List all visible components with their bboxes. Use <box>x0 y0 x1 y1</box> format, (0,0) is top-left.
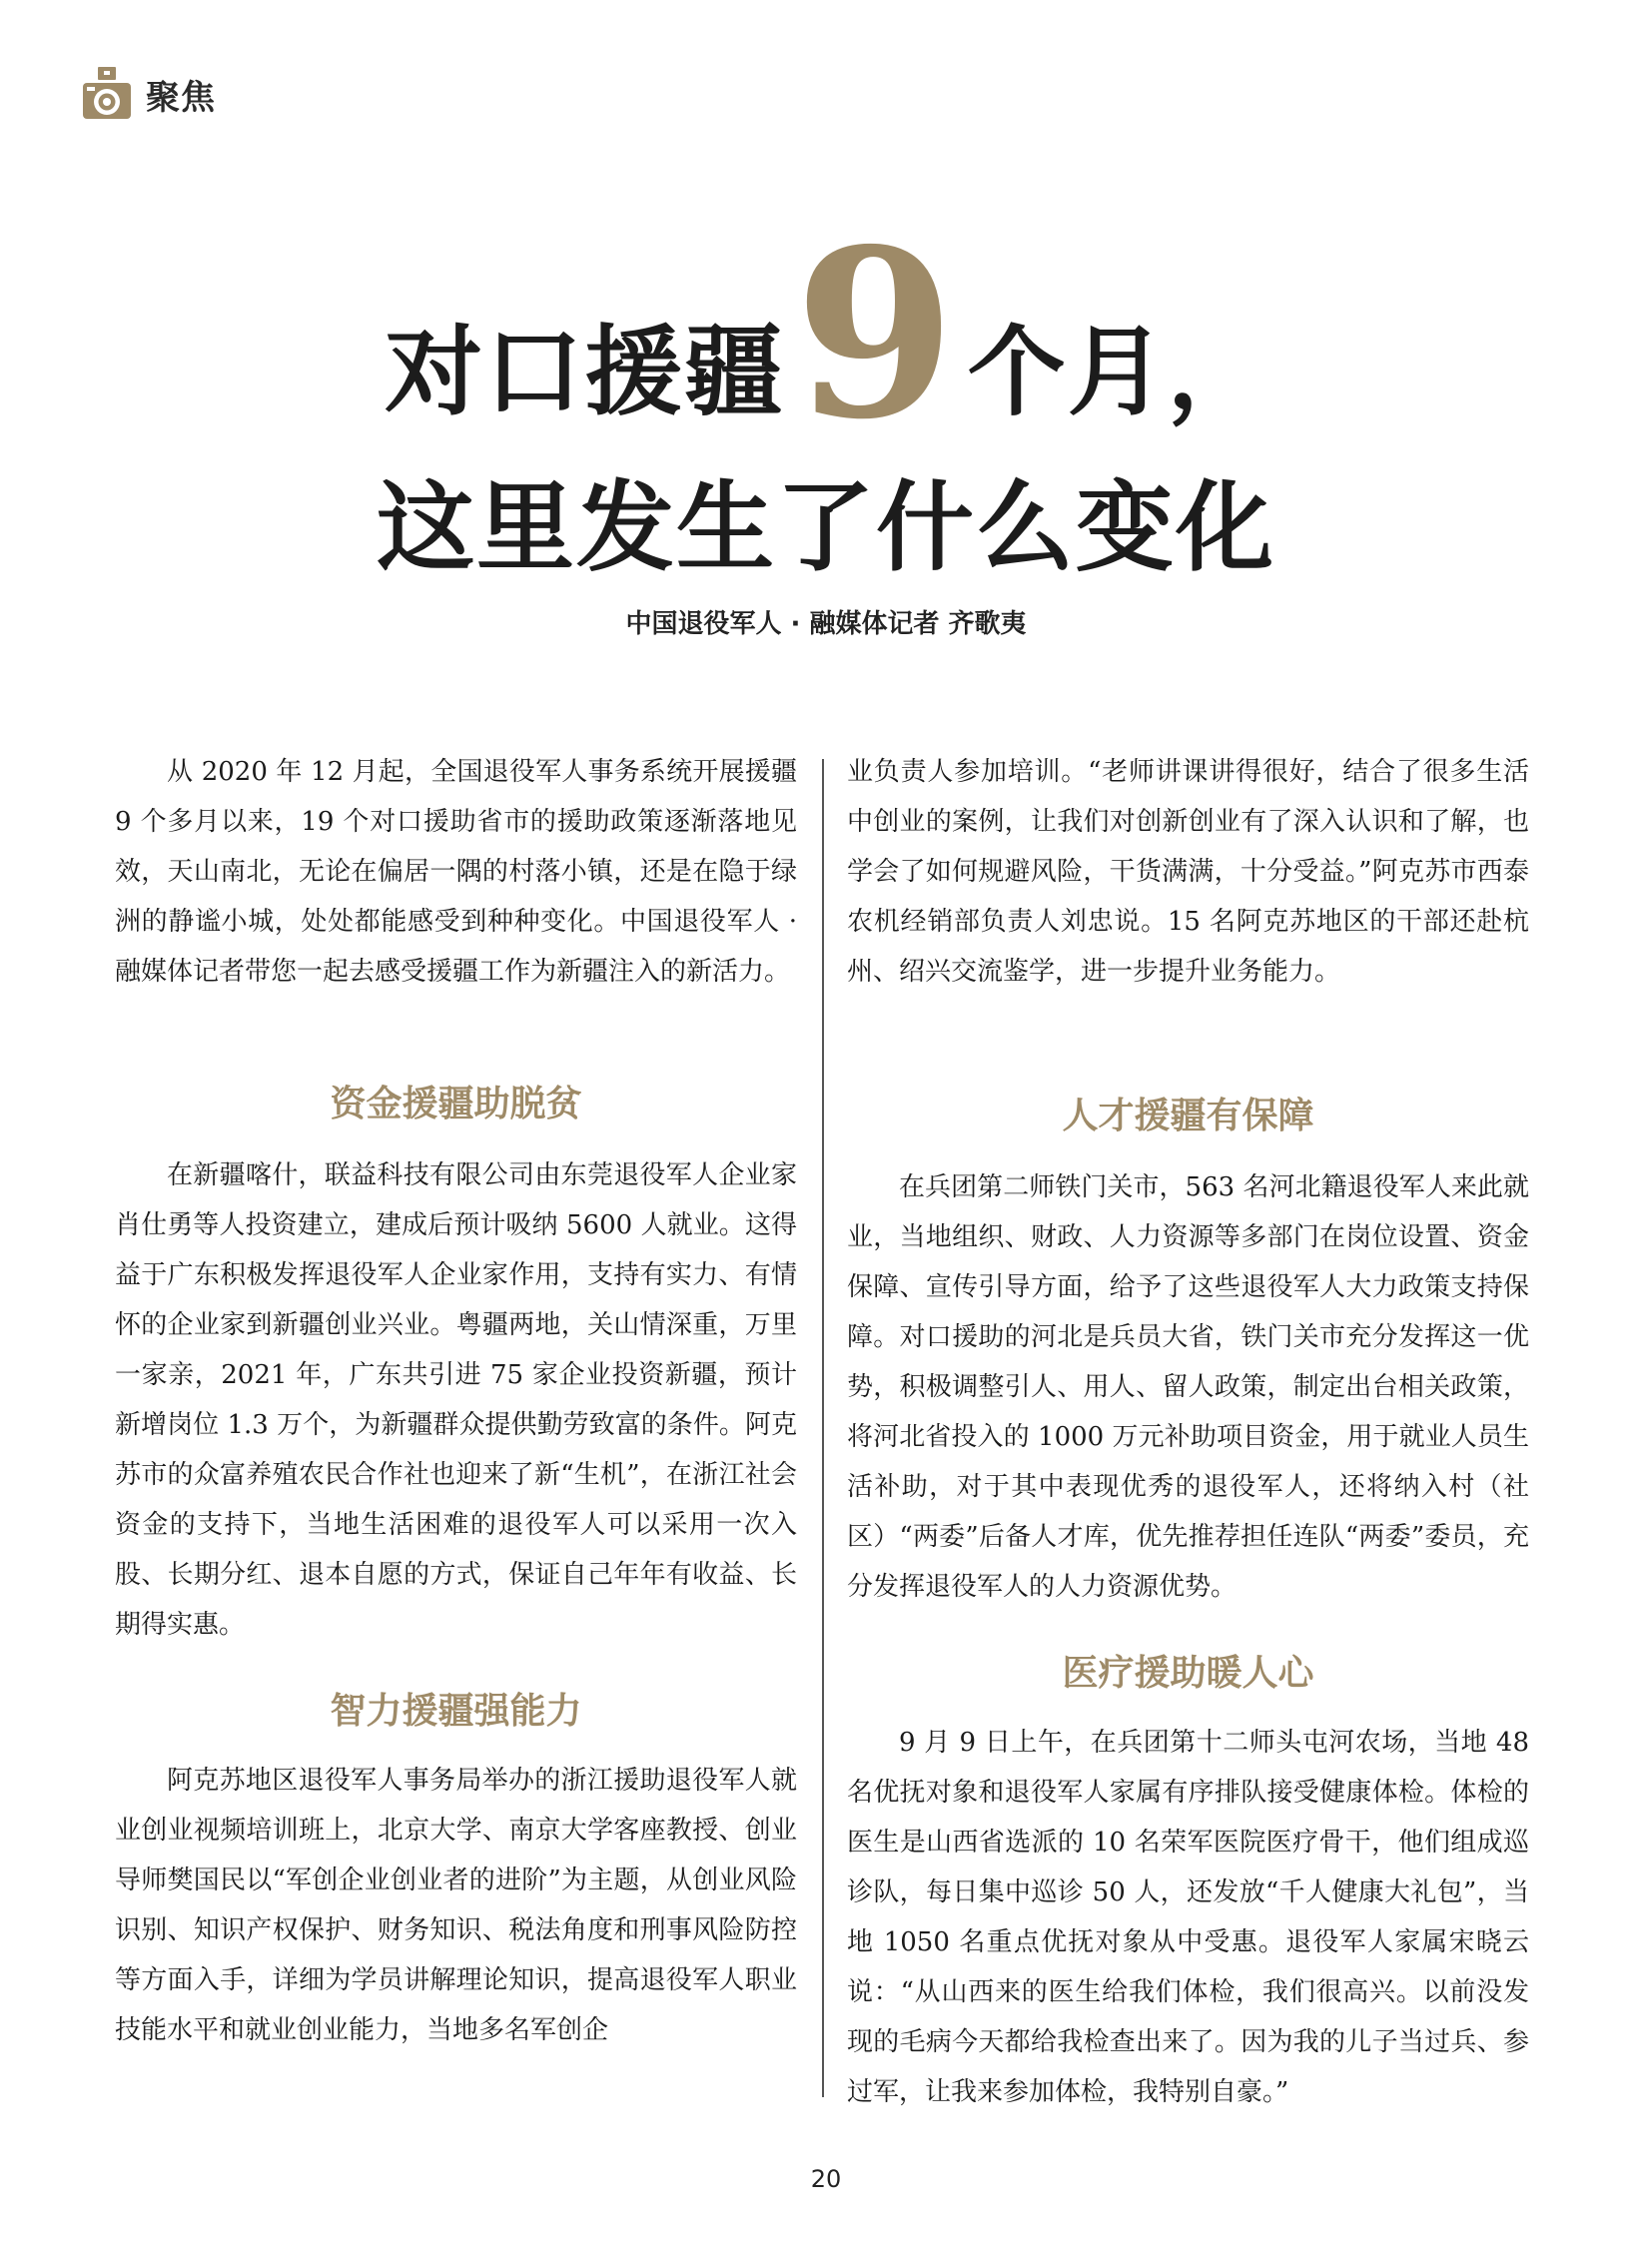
section-label: 聚焦 <box>146 77 216 118</box>
column-divider <box>822 759 824 2097</box>
intellect-paragraph: 阿克苏地区退役军人事务局举办的浙江援助退役军人就业创业视频培训班上，北京大学、南京大学客座教授、创业导师樊国民以“军创企业创业者的进阶”为主题，从创业风险识别、知识产权保护、财务知识、税法角度和刑事风险防控等方面入手，详细为学员讲解理论知识，提高退役军人职业技能水平和就业创业能力，当地多名军创企 <box>115 1766 797 2045</box>
camera-icon <box>82 65 132 123</box>
title-part2: 个月， <box>967 316 1267 429</box>
intro-paragraph: 从 2020 年 12 月起，全国退役军人事务系统开展援疆 9 个多月以来，19 个对口援助省市的援助政策逐渐落地见效，天山南北，无论在偏居一隅的村落小镇，还是在隐于绿洲的静谧小城，处处都能感受到种种变化。中国退役军人 · 融媒体记者带您一起去感受援疆工作为新疆注入的新活力。 <box>115 757 797 987</box>
section-tag <box>82 64 216 124</box>
title-part1: 对口援疆 <box>385 316 785 429</box>
byline: 中国退役军人 · 融媒体记者 齐歌夷 <box>625 609 1027 639</box>
section-heading-medical: 医疗援助暖人心 <box>1062 1653 1314 1694</box>
right-column <box>847 747 1529 2117</box>
medical-paragraph: 9 月 9 日上午，在兵团第十二师头屯河农场，当地 48 名优抚对象和退役军人家属有序排队接受健康体检。体检的医生是山西省选派的 10 名荣军医院医疗骨干，他们组成巡诊队，每日集中巡诊 50 人，还发放“千人健康大礼包”，当地 1050 名重点优抚对象从中受惠。退役军人家属宋晓云说：“从山西来的医生给我们体检，我们很高兴。以前没发现的毛病今天都给我检查出来了。因为我的儿子当过兵、参过军，让我来参加体检，我特别自豪。” <box>847 1728 1529 2107</box>
article-title-line2: 这里发生了什么变化 <box>376 471 1275 585</box>
section-heading-intellect: 智力援疆强能力 <box>330 1691 582 1732</box>
page-number: 20 <box>810 2165 842 2193</box>
talent-paragraph: 在兵团第二师铁门关市，563 名河北籍退役军人来此就业，当地组织、财政、人力资源等多部门在岗位设置、资金保障、宣传引导方面，给予了这些退役军人大力政策支持保障。对口援助的河北是兵员大省，铁门关市充分发挥这一优势，积极调整引人、用人、留人政策，制定出台相关政策，将河北省投入的 1000 万元补助项目资金，用于就业人员生活补助，对于其中表现优秀的退役军人，还将纳入村（社区）“两委”后备人才库，优先推荐担任连队“两委”委员，充分发挥退役军人的人力资源优势。 <box>847 1172 1529 1602</box>
funding-paragraph: 在新疆喀什，联益科技有限公司由东莞退役军人企业家肖仕勇等人投资建立，建成后预计吸纳 5600 人就业。这得益于广东积极发挥退役军人企业家作用，支持有实力、有情怀的企业家到新疆创业兴业。粤疆两地，关山情深重，万里一家亲，2021 年，广东共引进 75 家企业投资新疆，预计新增岗位 1.3 万个，为新疆群众提供勤劳致富的条件。阿克苏市的众富养殖农民合作社也迎来了新“生机”，在浙江社会资金的支持下，当地生活困难的退役军人可以采用一次入股、长期分红、退本自愿的方式，保证自己年年有收益、长期得实惠。 <box>115 1160 797 1640</box>
section-heading-talent: 人才援疆有保障 <box>1062 1096 1314 1136</box>
left-column <box>115 747 797 2055</box>
title-number: 9 <box>794 198 956 471</box>
continuation-paragraph: 业负责人参加培训。“老师讲课讲得很好，结合了很多生活中创业的案例，让我们对创新创业有了深入认识和了解，也学会了如何规避风险，干货满满，十分受益。”阿克苏市西泰农机经销部负责人刘忠说。15 名阿克苏地区的干部还赴杭州、绍兴交流鉴学，进一步提升业务能力。 <box>847 757 1529 987</box>
article-title-line1 <box>0 198 1652 471</box>
section-heading-funding: 资金援疆助脱贫 <box>330 1084 582 1124</box>
